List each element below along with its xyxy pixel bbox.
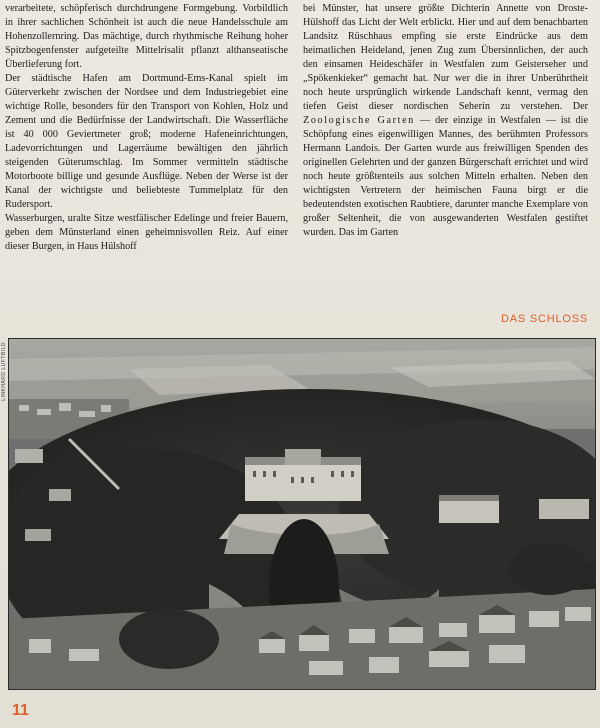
text-run: — der einzige in Westfalen — ist die Schöpfung eines eigenwilligen Mannes, des berühmten Professors Hermann Landois. Der Garten wurde aus freiwilligen Spenden des originellen Gelehrten und der ganzen Bürgerschaft errichtet und wird noch heute größtenteils aus solchen Mitteln erhalten. Neben den wichtigsten Vertretern der heimischen Fauna birgt er die bedeutendsten exotischen Raubtiere, darunter manche Exemplare von großer Seltenheit, die von ausgewanderten Westfalen gestiftet wurden. Das im Garten <box>303 115 588 238</box>
paragraph: Wasserburgen, uralte Sitze westfälischer Edelinge und freier Bauern, geben dem Münsterland einen geheimnisvollen Reiz. Auf einer dieser Burgen, in Haus Hülshoff <box>5 213 288 252</box>
aerial-photo-illustration <box>9 339 595 689</box>
photo-credit: LINKHARD LUFTBILD <box>1 342 7 401</box>
right-text-column <box>303 2 588 240</box>
aerial-photo-schloss <box>8 338 596 690</box>
paragraph: Der städtische Hafen am Dortmund-Ems-Kanal spielt im Güterverkehr zwischen der Nordsee und dem Industriegebiet eine wichtige Rolle, besonders für den Transport von Kohlen, Holz und Zement und die Bedürfnisse der Landwirtschaft. Die Wasserfläche ist 40 000 Geviertmeter groß; moderne Hafeneinrichtungen, Ladevorrichtungen und Lagerräume bewältigen den jährlich steigenden Güterumschlag. Im Sommer vermitteln städtische Motorboote billige und gesunde Ausflüge. Neben der Werse ist der Kanal der wichtigste und beliebteste Tummelplatz für den Rudersport. <box>5 73 288 210</box>
paragraph <box>303 2 588 240</box>
photo-caption: DAS SCHLOSS <box>500 313 588 325</box>
text-run: bei Münster, hat unsere größte Dichterin Annette von Droste-Hülshoff das Licht der Welt erblickt. Hier und auf dem benachbarten Landsitz Rüschhaus empfing sie erste Eindrücke aus dem heimatlichen Heideland, jenen Zug zum Übersinnlichen, der auch den einsamen Heideschäfer in Westfalen zum Geisterseher und „Spökenkieker“ gemacht hat. Nur wer die in ihrer Unberührtheit noch heute ursprünglich wirkende Landschaft kennt, vermag den tiefen Geist dieser nordischen Seherin zu verstehen. Der <box>303 3 588 112</box>
emphasized-term: Zoologische Garten <box>303 115 415 126</box>
paragraph: verarbeitete, schöpferisch durchdrungene Formgebung. Vorbildlich in ihrer sachlichen Schönheit ist auch die neue Handelsschule am Hohenzollernring. Das mächtige, durch rhythmische Reihung hoher Spitzbogenfenster aufgeteilte Mittelrisalit pflanzt althanseatische Überlieferung fort. <box>5 3 288 70</box>
left-text-column <box>5 2 288 254</box>
page-number: 11 <box>12 702 29 719</box>
